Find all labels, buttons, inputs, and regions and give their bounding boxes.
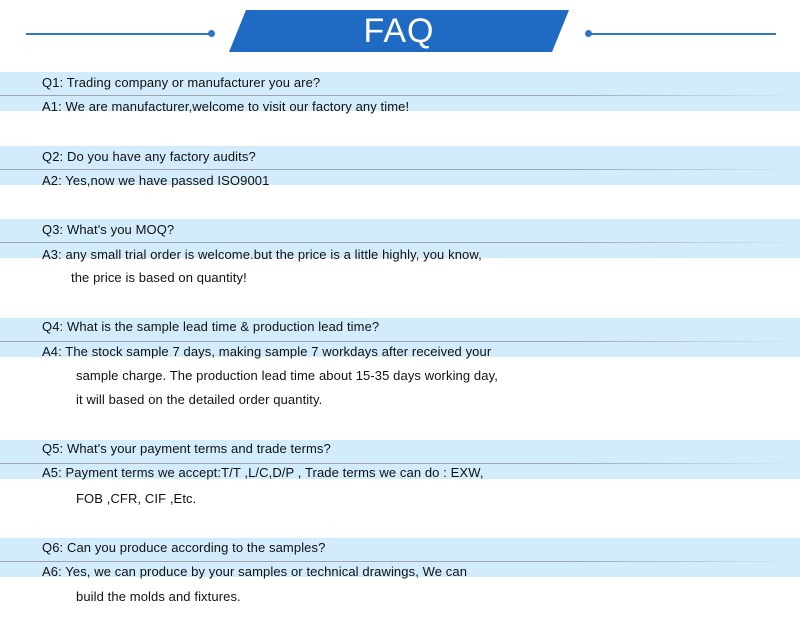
question-text: Q6: Can you produce according to the samples? <box>42 540 326 555</box>
answer-text-cont: build the molds and fixtures. <box>76 589 241 604</box>
page-title: FAQ <box>363 12 435 50</box>
separator-line <box>0 463 800 464</box>
faq-header <box>0 0 800 66</box>
answer-text: A2: Yes,now we have passed ISO9001 <box>42 173 270 188</box>
answer-text: A4: The stock sample 7 days, making sample 7 workdays after received your <box>42 344 492 359</box>
question-text: Q5: What's your payment terms and trade terms? <box>42 441 331 456</box>
answer-text: A6: Yes, we can produce by your samples or technical drawings, We can <box>42 564 468 579</box>
separator-line <box>0 169 800 170</box>
question-text: Q3: What's you MOQ? <box>42 222 175 237</box>
question-text: Q4: What is the sample lead time & production lead time? <box>42 319 380 334</box>
header-line-left <box>26 33 210 35</box>
answer-text-cont: the price is based on quantity! <box>71 270 247 285</box>
separator-line <box>0 95 800 96</box>
header-line-right <box>590 33 776 35</box>
separator-line <box>0 242 800 243</box>
answer-text: A1: We are manufacturer,welcome to visit our factory any time! <box>42 99 410 114</box>
question-text: Q2: Do you have any factory audits? <box>42 149 256 164</box>
separator-line <box>0 341 800 342</box>
answer-text-cont: sample charge. The production lead time about 15-35 days working day, <box>76 368 498 383</box>
separator-line <box>0 561 800 562</box>
answer-text: A5: Payment terms we accept:T/T ,L/C,D/P , Trade terms we can do : EXW, <box>42 465 484 480</box>
header-dot-left <box>208 30 215 37</box>
answer-text-cont: FOB ,CFR, CIF ,Etc. <box>76 491 197 506</box>
answer-text: A3: any small trial order is welcome.but the price is a little highly, you know, <box>42 247 482 262</box>
answer-text-cont: it will based on the detailed order quantity. <box>76 392 323 407</box>
question-text: Q1: Trading company or manufacturer you are? <box>42 75 321 90</box>
